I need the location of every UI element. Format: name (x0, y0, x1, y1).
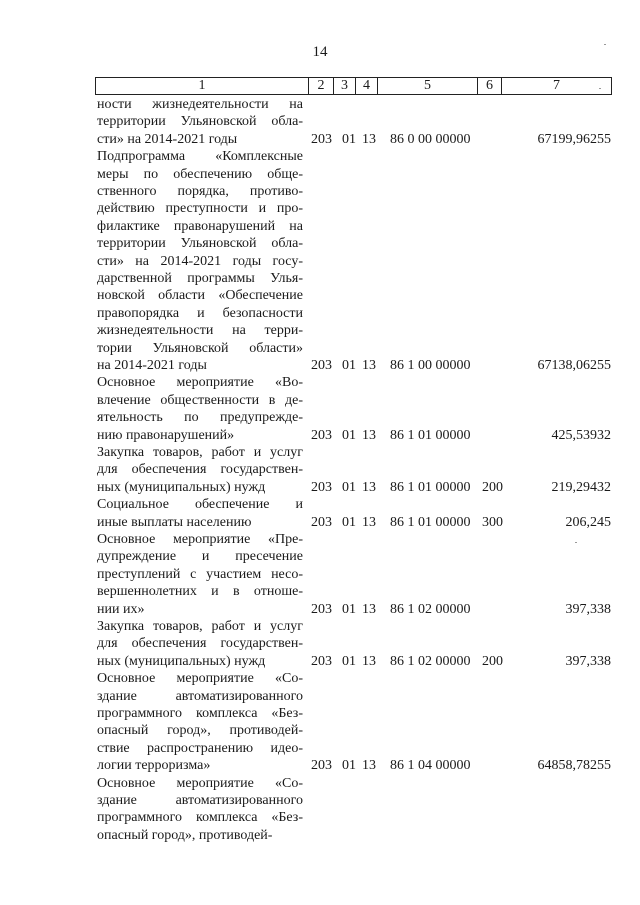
admin-code: 203 (311, 131, 332, 147)
row-description (97, 444, 303, 496)
subsection-code: 13 (362, 479, 376, 495)
amount-value: 67199,96255 (537, 131, 611, 147)
row-description (97, 670, 303, 774)
description-line: Подпрограмма «Комплексные (97, 149, 303, 165)
description-line: Основное мероприятие «Во- (97, 375, 303, 391)
scan-speck (604, 44, 606, 45)
row-description (97, 96, 303, 148)
subsection-code: 13 (362, 427, 376, 443)
section-code: 01 (342, 758, 356, 774)
admin-code: 203 (311, 427, 332, 443)
target-article-code: 86 1 01 00000 (390, 479, 471, 495)
target-article-code: 86 1 02 00000 (390, 601, 471, 617)
section-code: 01 (342, 514, 356, 530)
description-line: нию правонарушений» (97, 427, 235, 443)
description-line: Закупка товаров, работ и услуг (97, 619, 303, 634)
description-line: дарственной программы Улья- (97, 271, 303, 287)
description-line: здание автоматизированного (97, 793, 303, 808)
description-line: сти» на 2014-2021 годы госу- (97, 253, 303, 269)
header-col-7: 7 (501, 78, 611, 94)
section-code: 01 (342, 653, 356, 669)
description-line: дупреждение и пресечение (97, 549, 303, 565)
target-article-code: 86 1 01 00000 (390, 514, 471, 530)
header-col-2: 2 (308, 78, 333, 94)
description-line: ствие распространению идео- (97, 740, 303, 756)
description-line: Основное мероприятие «Со- (97, 775, 303, 791)
description-line: ных (муниципальных) нужд (97, 479, 266, 495)
description-line: программного комплекса «Без- (97, 810, 303, 826)
admin-code: 203 (311, 479, 332, 495)
row-description (97, 148, 303, 374)
amount-value: 219,29432 (551, 479, 611, 495)
description-line: влечение общественности в де- (97, 392, 303, 408)
amount-value: 397,338 (565, 653, 611, 669)
row-description (97, 496, 303, 531)
description-line: иные выплаты населению (97, 514, 252, 530)
description-line: программного комплекса «Без- (97, 706, 303, 721)
amount-value: 397,338 (565, 601, 611, 617)
expense-type-code: 300 (482, 514, 503, 530)
description-line: вершеннолетних и в отноше- (97, 584, 303, 600)
header-col-5: 5 (377, 78, 477, 94)
description-line: для обеспечения государствен- (97, 462, 303, 478)
description-line: для обеспечения государствен- (97, 636, 303, 652)
amount-value: 67138,06255 (537, 357, 611, 373)
description-line: нии их» (97, 601, 145, 617)
target-article-code: 86 1 02 00000 (390, 653, 471, 669)
header-col-4: 4 (355, 78, 377, 94)
subsection-code: 13 (362, 601, 376, 617)
admin-code: 203 (311, 601, 332, 617)
expense-type-code: 200 (482, 479, 503, 495)
subsection-code: 13 (362, 653, 376, 669)
table-header (95, 77, 612, 95)
subsection-code: 13 (362, 131, 376, 147)
amount-value: 425,53932 (551, 427, 611, 443)
subsection-code: 13 (362, 758, 376, 774)
description-line: новской области «Обеспечение (97, 288, 303, 304)
section-code: 01 (342, 601, 356, 617)
description-line: логии терроризма» (97, 758, 211, 774)
description-line: ственного порядка, противо- (97, 184, 303, 199)
row-description (97, 775, 303, 845)
scan-speck (575, 542, 577, 543)
description-line: ятельность по предупрежде- (97, 410, 303, 426)
row-description (97, 374, 303, 444)
row-description (97, 618, 303, 670)
amount-value: 64858,78255 (537, 758, 611, 774)
target-article-code: 86 1 04 00000 (390, 758, 471, 774)
subsection-code: 13 (362, 514, 376, 530)
header-col-6: 6 (477, 78, 501, 94)
section-code: 01 (342, 357, 356, 373)
target-article-code: 86 0 00 00000 (390, 131, 471, 147)
expense-type-code: 200 (482, 653, 503, 669)
description-line: опасный город», противодей- (97, 827, 273, 843)
scan-speck (599, 88, 601, 89)
admin-code: 203 (311, 653, 332, 669)
description-line: правопорядка и безопасности (97, 305, 303, 321)
header-col-1: 1 (198, 78, 206, 93)
description-line: территории Ульяновской обла- (97, 236, 303, 252)
description-line: на 2014-2021 годы (97, 358, 207, 374)
description-line: территории Ульяновской обла- (97, 114, 303, 130)
description-line: меры по обеспечению обще- (97, 166, 303, 182)
amount-value: 206,245 (565, 514, 611, 530)
section-code: 01 (342, 427, 356, 443)
description-line: опасный город», противодей- (97, 723, 303, 739)
page-number: 14 (312, 44, 328, 60)
description-line: преступлений с участием несо- (97, 566, 303, 582)
description-line: ных (муниципальных) нужд (97, 653, 266, 669)
description-line: жизнедеятельности на терри- (97, 323, 303, 339)
target-article-code: 86 1 01 00000 (390, 427, 471, 443)
section-code: 01 (342, 479, 356, 495)
section-code: 01 (342, 131, 356, 147)
description-line: Основное мероприятие «Пре- (97, 532, 303, 547)
description-line: филактике правонарушений на (97, 218, 303, 234)
admin-code: 203 (311, 514, 332, 530)
description-line: сти» на 2014-2021 годы (97, 131, 238, 147)
description-line: здание автоматизированного (97, 688, 303, 704)
header-col-3: 3 (333, 78, 355, 94)
subsection-code: 13 (362, 357, 376, 373)
description-line: ности жизнедеятельности на (97, 97, 303, 112)
description-line: тории Ульяновской области» (97, 340, 303, 356)
description-line: Основное мероприятие «Со- (97, 671, 303, 687)
description-line: действию преступности и про- (97, 201, 303, 217)
description-line: Закупка товаров, работ и услуг (97, 445, 303, 460)
target-article-code: 86 1 00 00000 (390, 357, 471, 373)
row-description (97, 531, 303, 618)
description-line: Социальное обеспечение и (97, 497, 303, 513)
admin-code: 203 (311, 357, 332, 373)
admin-code: 203 (311, 758, 332, 774)
